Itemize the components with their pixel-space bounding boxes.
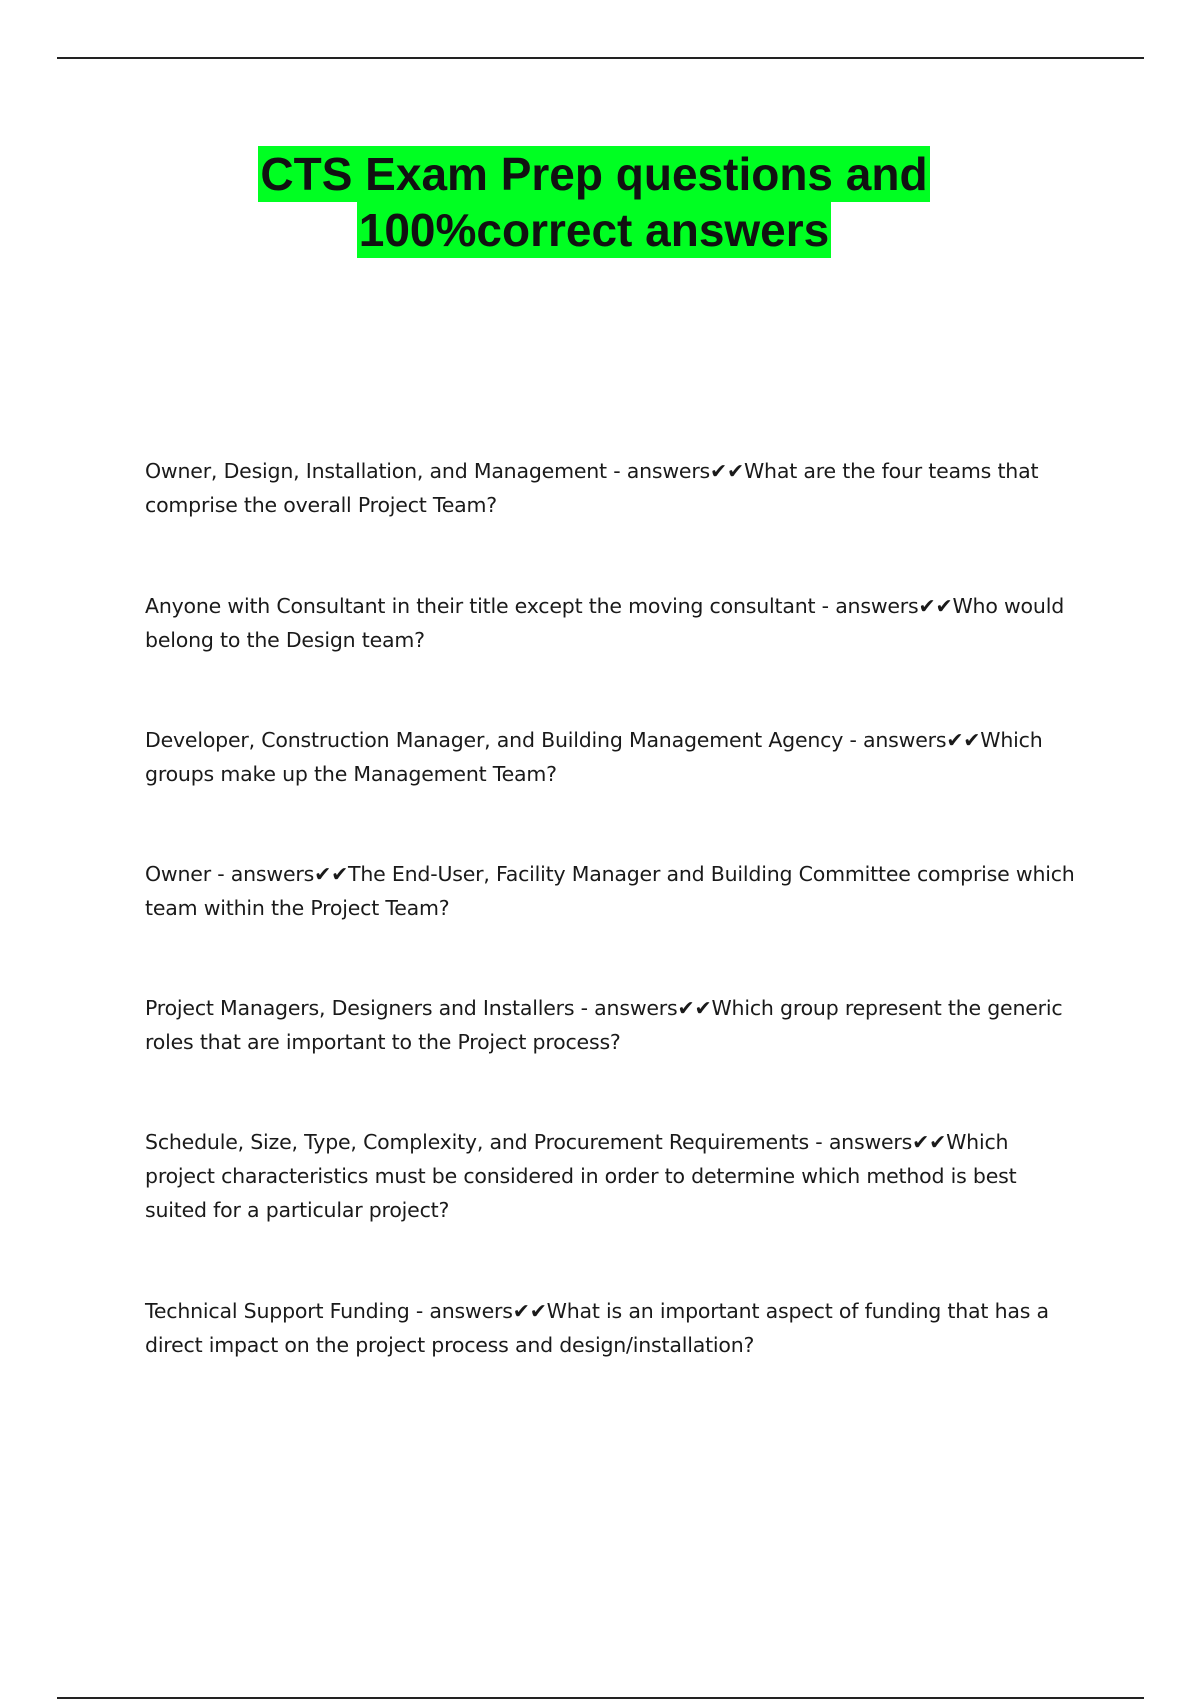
qa-item-4: Owner - answers✔✔The End-User, Facility Manager and Building Committee comprise which team within the Project Team?	[145, 862, 1075, 920]
qa-item-2: Anyone with Consultant in their title except the moving consultant - answers✔✔Who would belong to the Design team?	[145, 594, 1065, 652]
qa-item-3: Developer, Construction Manager, and Building Management Agency - answers✔✔Which groups make up the Management Team?	[145, 728, 1043, 786]
qa-item-6: Schedule, Size, Type, Complexity, and Procurement Requirements - answers✔✔Which project characteristics must be considered in order to determine which method is best suited for a particular project?	[145, 1130, 1017, 1222]
bottom-rule	[57, 1697, 1144, 1699]
title-line-2: 100%correct answers	[358, 204, 830, 256]
title-line-1: CTS Exam Prep questions and	[260, 148, 928, 200]
qa-item-1: Owner, Design, Installation, and Management - answers✔✔What are the four teams that comprise the overall Project Team?	[145, 459, 1039, 517]
qa-item-5: Project Managers, Designers and Installers - answers✔✔Which group represent the generic roles that are important to the Project process?	[145, 996, 1063, 1054]
document-title	[0, 146, 1188, 258]
qa-item-7: Technical Support Funding - answers✔✔What is an important aspect of funding that has a direct impact on the project process and design/installation?	[145, 1299, 1049, 1357]
top-rule	[57, 57, 1144, 59]
